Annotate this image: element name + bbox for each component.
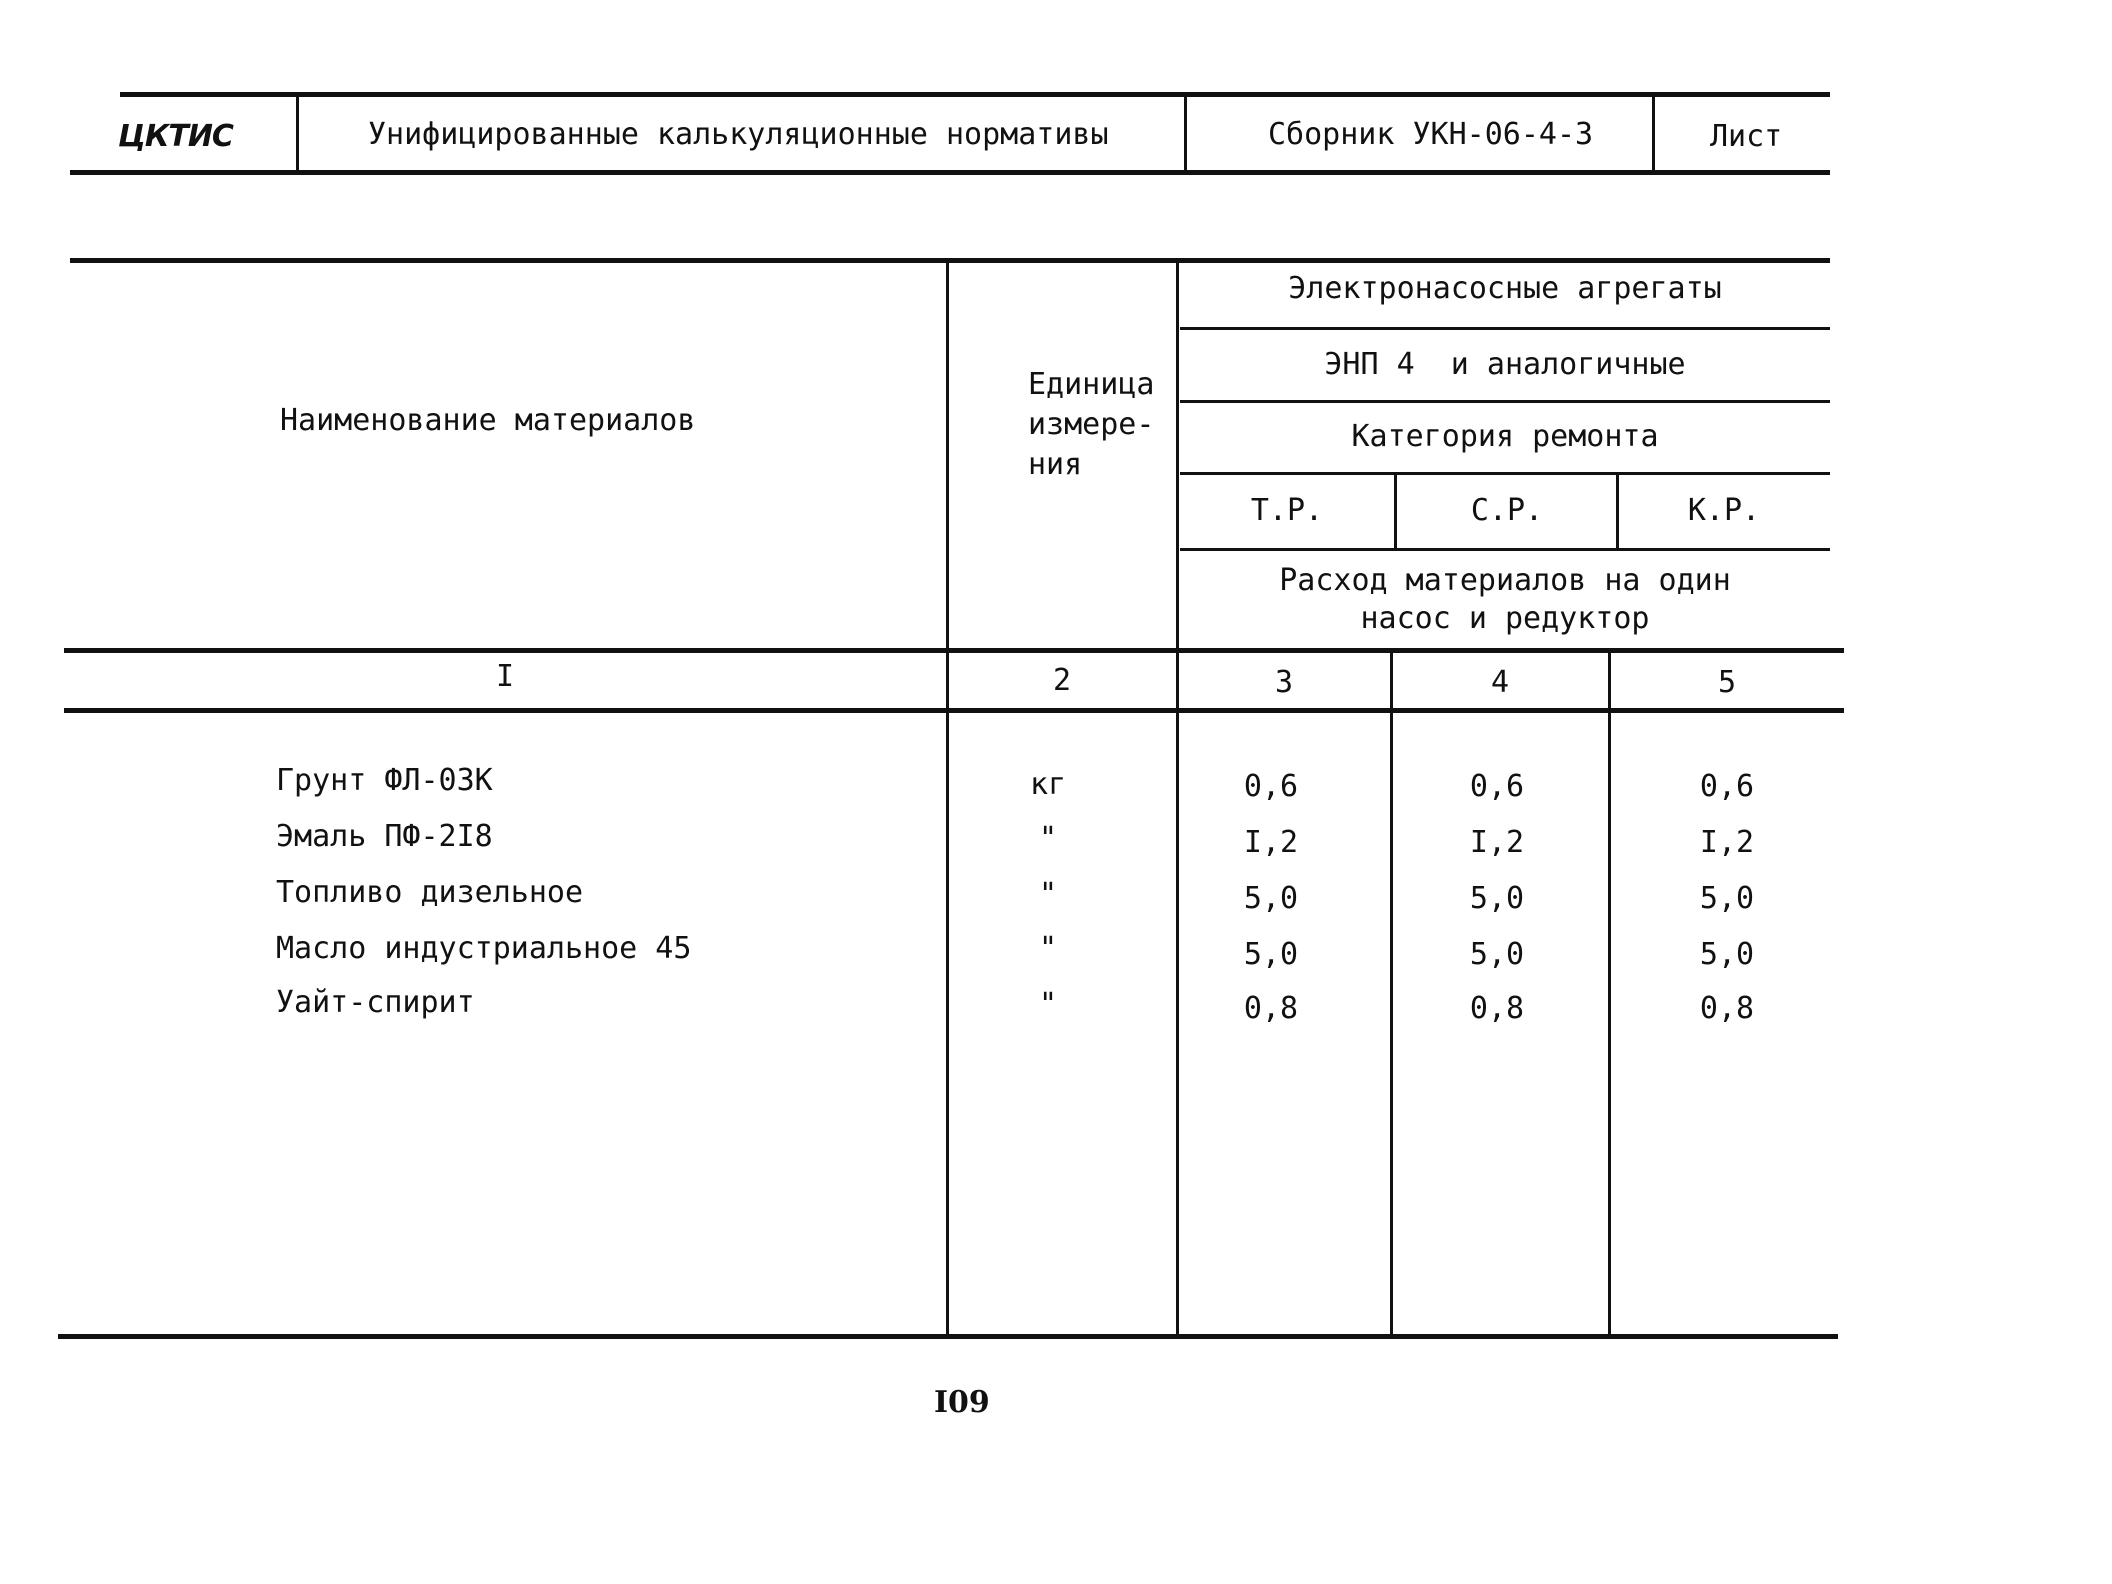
unit-header-line-3: ния <box>1028 447 1083 482</box>
header-divider-3 <box>1652 92 1655 172</box>
value-tr: 0,8 <box>1243 991 1299 1026</box>
value-kr: 0,6 <box>1699 769 1755 804</box>
material-name: Топливо дизельное <box>276 875 584 910</box>
model-header-rule <box>1180 400 1830 403</box>
header-bottom-rule <box>70 170 1830 175</box>
column-number-4: 4 <box>1490 665 1510 700</box>
value-tr: 0,6 <box>1243 769 1299 804</box>
table-numbers-top-rule <box>64 648 1844 653</box>
column-number-1: I <box>495 659 515 694</box>
unit-header-line-2: измере- <box>1028 407 1155 442</box>
consumption-header-line-1: Расход материалов на один <box>1279 563 1731 598</box>
category-kr: К.Р. <box>1687 493 1761 528</box>
column-number-2: 2 <box>1052 663 1072 698</box>
header-divider-1 <box>296 92 299 172</box>
document-title: Унифицированные калькуляционные нормативы <box>368 117 1109 152</box>
model-header: ЭНП 4 и аналогичные <box>1324 347 1686 382</box>
material-unit: " <box>1038 931 1058 966</box>
column-number-3: 3 <box>1274 665 1294 700</box>
value-sr: 0,6 <box>1469 769 1525 804</box>
value-sr: 5,0 <box>1469 881 1525 916</box>
collection-label: Сборник УКН-06-4-3 <box>1268 117 1594 152</box>
consumption-header-line-2: насос и редуктор <box>1360 601 1650 636</box>
value-kr: 0,8 <box>1699 991 1755 1026</box>
page-number: I09 <box>934 1385 990 1420</box>
value-kr: 5,0 <box>1699 881 1755 916</box>
value-sr: 0,8 <box>1469 991 1525 1026</box>
category-tr: Т.Р. <box>1250 493 1324 528</box>
value-tr: I,2 <box>1243 825 1299 860</box>
material-name: Масло индустриальное 45 <box>276 931 692 966</box>
material-unit: " <box>1038 821 1058 856</box>
organization-label: ЦКТИС <box>118 119 233 154</box>
materials-name-header: Наименование материалов <box>280 403 696 438</box>
value-tr: 5,0 <box>1243 881 1299 916</box>
value-tr: 5,0 <box>1243 937 1299 972</box>
material-unit: " <box>1038 987 1058 1022</box>
value-sr: 5,0 <box>1469 937 1525 972</box>
value-kr: 5,0 <box>1699 937 1755 972</box>
material-name: Уайт-спирит <box>276 985 475 1020</box>
material-name: Грунт ФЛ-03К <box>276 763 493 798</box>
table-numbers-bottom-rule <box>64 708 1844 713</box>
group-header: Электронасосные агрегаты <box>1288 271 1722 306</box>
material-unit: кг <box>1029 767 1067 802</box>
category-header-rule <box>1180 472 1830 475</box>
material-name: Эмаль ПФ-2I8 <box>276 819 493 854</box>
category-labels-rule <box>1180 548 1830 551</box>
column-number-5: 5 <box>1717 665 1737 700</box>
value-sr: I,2 <box>1469 825 1525 860</box>
unit-header-line-1: Единица <box>1028 367 1155 402</box>
header-top-rule <box>120 92 1830 97</box>
category-header: Категория ремонта <box>1351 419 1659 454</box>
table-top-rule <box>70 258 1830 263</box>
header-divider-2 <box>1184 92 1187 172</box>
group-header-rule <box>1180 327 1830 330</box>
value-kr: I,2 <box>1699 825 1755 860</box>
sheet-label: Лист <box>1710 119 1783 154</box>
category-sr: С.Р. <box>1470 493 1544 528</box>
material-unit: " <box>1038 877 1058 912</box>
